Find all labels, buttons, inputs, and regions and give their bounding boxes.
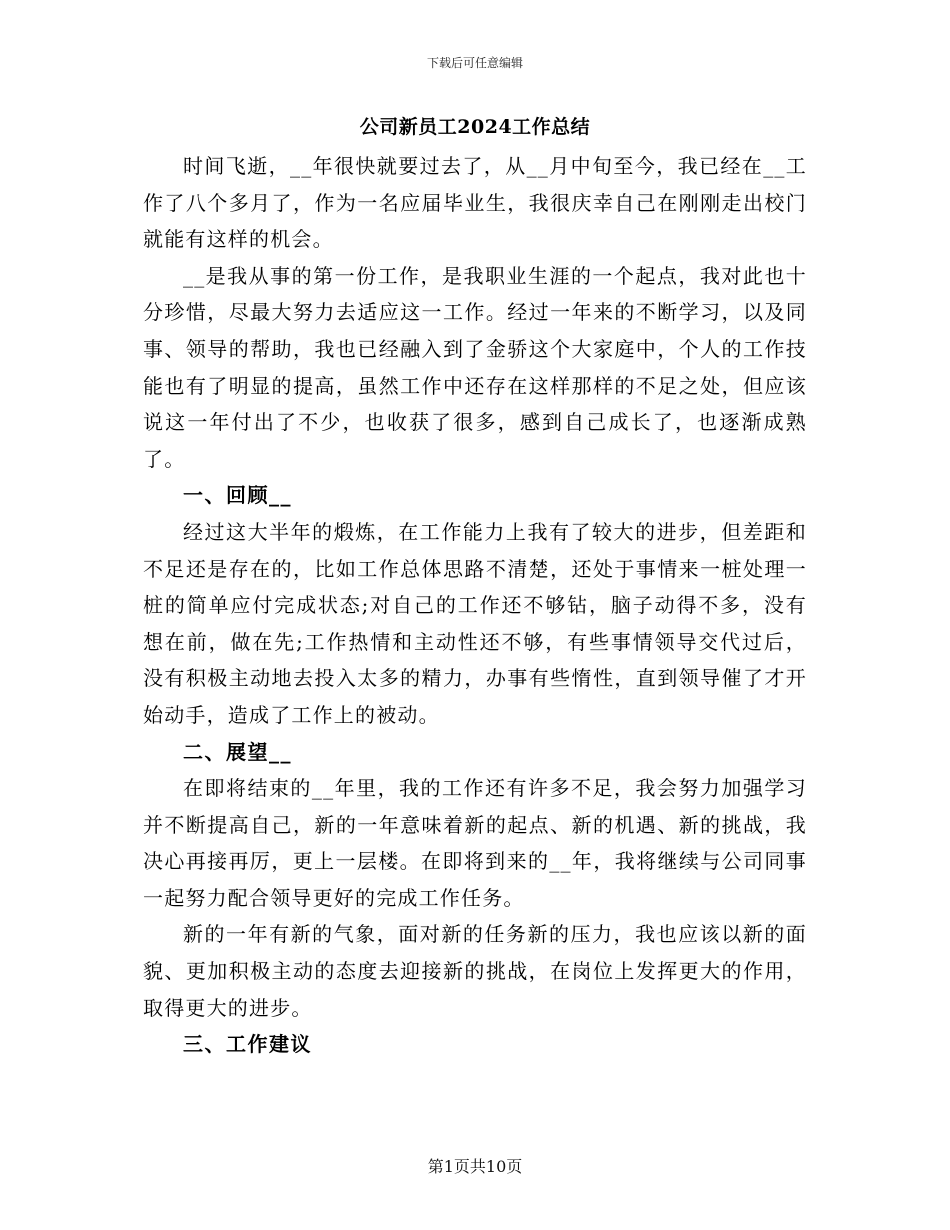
section-heading-suggestions: 三、工作建议	[183, 1032, 312, 1057]
document-body	[143, 112, 807, 1063]
page-number: 第1页共10页	[427, 1157, 523, 1176]
document-title: 公司新员工2024工作总结	[359, 116, 591, 138]
paragraph-first-job: __是我从事的第一份工作，是我职业生涯的一个起点，我对此也十分珍惜，尽最大努力去适应这一工作。经过一年来的不断学习，以及同事、领导的帮助，我也已经融入到了金骄这个大家庭中，个人的工作技能也有了明显的提高，虽然工作中还存在这样那样的不足之处，但应该说这一年付出了不少，也收获了很多，感到自己成长了，也逐渐成熟了。	[143, 263, 807, 471]
paragraph-new-year: 新的一年有新的气象，面对新的任务新的压力，我也应该以新的面貌、更加积极主动的态度去迎接新的挑战，在岗位上发挥更大的作用，取得更大的进步。	[143, 922, 807, 1020]
paragraph-outlook: 在即将结束的__年里，我的工作还有许多不足，我会努力加强学习并不断提高自己，新的一年意味着新的起点、新的机遇、新的挑战，我决心再接再厉，更上一层楼。在即将到来的__年，我将继续与公司同事一起努力配合领导更好的完成工作任务。	[143, 776, 807, 910]
paragraph-review: 经过这大半年的煅炼，在工作能力上我有了较大的进步，但差距和不足还是存在的，比如工作总体思路不清楚，还处于事情来一桩处理一桩的简单应付完成状态;对自己的工作还不够钻，脑子动得不多，没有想在前，做在先;工作热情和主动性还不够，有些事情领导交代过后，没有积极主动地去投入太多的精力，办事有些惰性，直到领导催了才开始动手，造成了工作上的被动。	[143, 519, 807, 727]
paragraph-intro: 时间飞逝，__年很快就要过去了，从__月中旬至今，我已经在__工作了八个多月了，作为一名应届毕业生，我很庆幸自己在刚刚走出校门就能有这样的机会。	[143, 154, 807, 252]
header-note: 下载后可任意编辑	[426, 56, 523, 70]
section-heading-outlook: 二、展望__	[183, 739, 292, 764]
section-heading-review: 一、回顾__	[183, 483, 292, 508]
